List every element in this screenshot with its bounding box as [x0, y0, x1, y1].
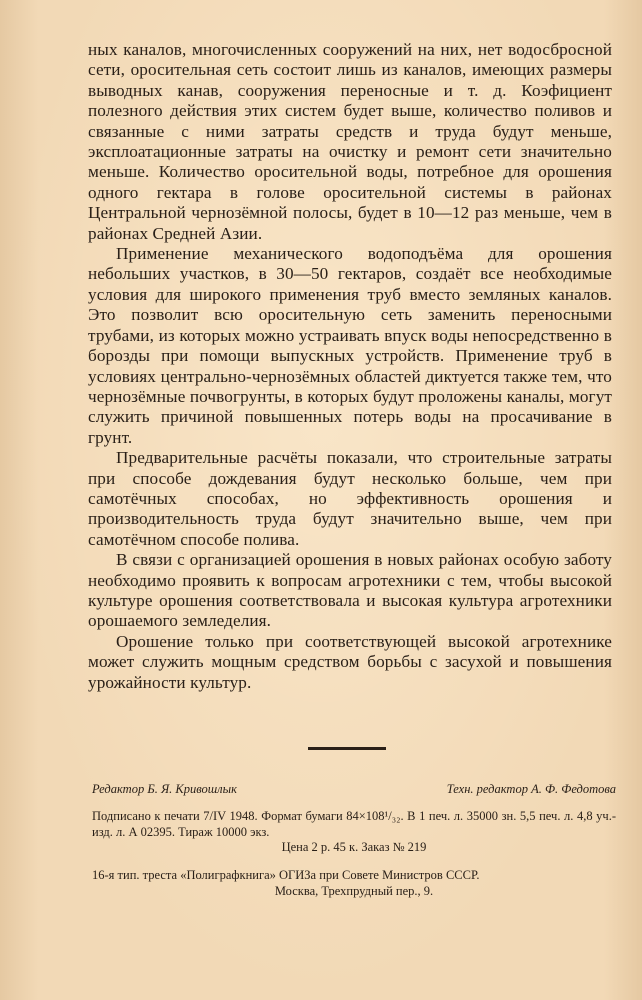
- editor-name: Редактор Б. Я. Кривошлык: [92, 782, 237, 796]
- imprint-price-order: Цена 2 р. 45 к. Заказ № 219: [281, 840, 427, 854]
- imprint-details: Подписано к печати 7/IV 1948. Формат бумаги 84×108¹/₃₂. В 1 печ. л. 35000 зн. 5,5 печ. л. 4,8 уч.-изд. л. А 02395. Тираж 10000 экз.: [92, 809, 616, 839]
- paragraph-1: ных каналов, многочисленных сооружений на них, нет водосбросной сети, оросительная сеть состоит лишь из каналов, имеющих размеры выводных канав, сооружения переносные и т. д. Коэфициент полезного действия этих систем будет выше, количество поливов и связанные с ними затраты средств и труда будут меньше, эксплоатационные затраты на очистку и ремонт сети значительно меньше. Количество оросительной воды, потребное для орошения одного гектара в голове оросительной системы в районах Центральной чернозёмной полосы, будет в 10—12 раз меньше, чем в районах Средней Азии.: [88, 40, 612, 243]
- paragraph-2: Применение механического водоподъёма для орошения небольших участков, в 30—50 гектаров, создаёт все необходимые условия для широкого применения труб вместо земляных каналов. Это позволит всю оросительную сеть заменить переносными трубами, из которых можно устраивать впуск воды непосредственно в борозды при помощи выпускных устройств. Применение труб в условиях центрально-чернозёмных областей диктуется также тем, что чернозёмные почвогрунты, в которых будут проложены каналы, могут служить причиной повышенных потерь воды на просачивание в грунт.: [88, 244, 612, 447]
- printer-name: 16-я тип. треста «Полиграфкнига» ОГИЗа при Совете Министров СССР.: [92, 868, 480, 882]
- publication-imprint: [92, 809, 616, 856]
- body-text: [88, 40, 612, 693]
- tech-editor-name: Техн. редактор А. Ф. Федотова: [446, 782, 616, 796]
- section-divider: [308, 747, 386, 750]
- printer-address: Москва, Трехпрудный пер., 9.: [274, 883, 434, 898]
- editor-credits: [92, 782, 616, 800]
- paragraph-5: Орошение только при соответствующей высокой агротехнике может служить мощным средством борьбы с засухой и повышения урожайности культур.: [88, 631, 612, 692]
- paragraph-3: Предварительные расчёты показали, что строительные затраты при способе дождевания будут несколько больше, чем при самотёчных способах, но эффективность орошения и производительность труда будут значительно выше, чем при самотёчном способе полива.: [88, 448, 612, 549]
- printer-info: [92, 868, 616, 899]
- paragraph-4: В связи с организацией орошения в новых районах особую заботу необходимо проявить к вопросам агротехники с тем, чтобы высокой культуре орошения соответствовала и высокая культура агротехники орошаемого земледелия.: [88, 550, 612, 631]
